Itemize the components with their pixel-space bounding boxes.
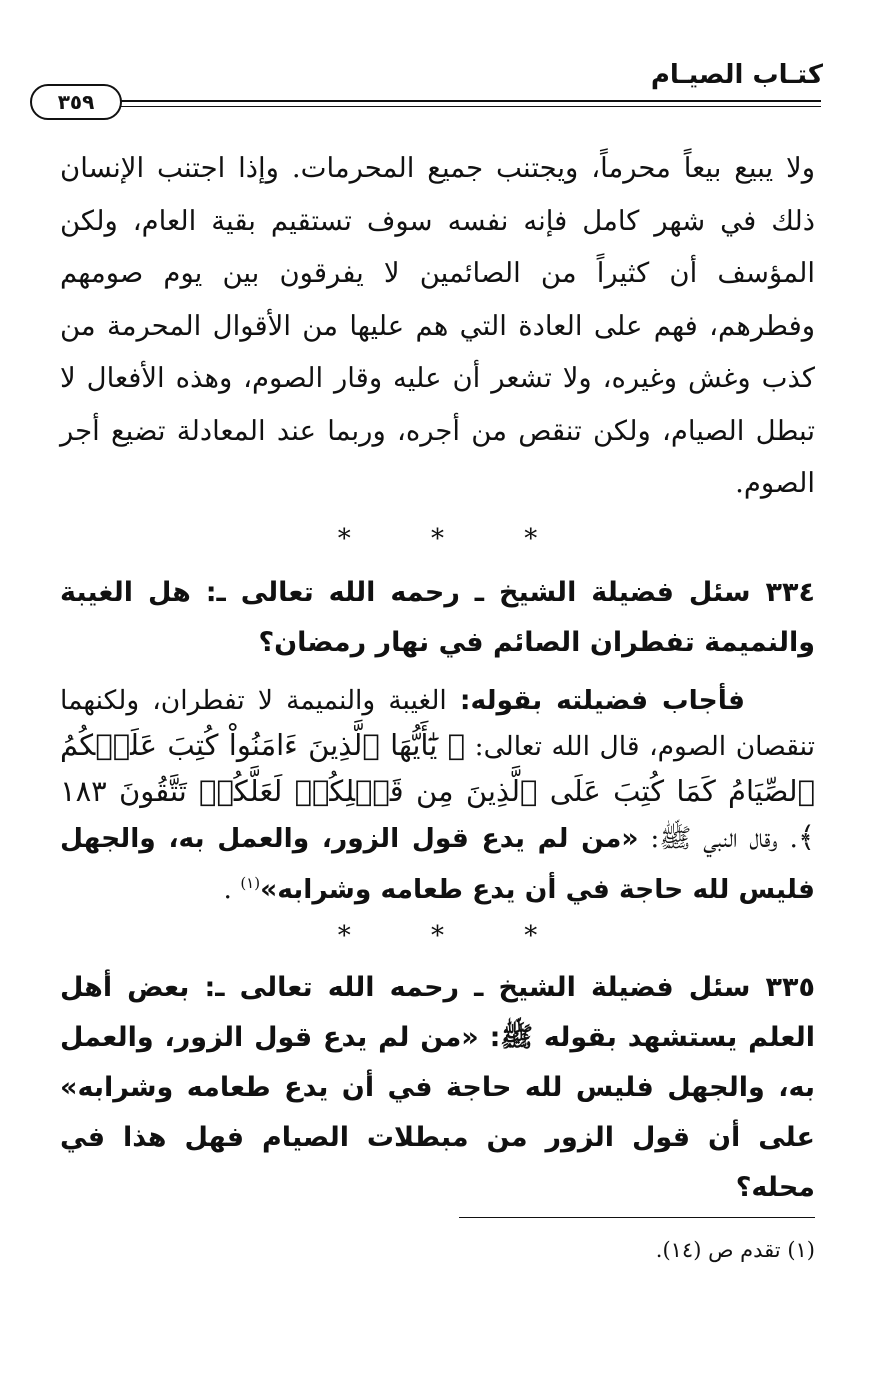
answer-end: .	[223, 873, 232, 905]
question-335: ٣٣٥ سئل فضيلة الشيخ ـ رحمه الله تعالى ـ: بعض أهل العلم يستشهد بقوله ﷺ: «من لم يدع قول الزور، والعمل به، والجهل فليس لله حاجة في أن يدع طعامه وشرابه» على أن قول الزور من مبطلات الصيام فهل هذا في محله؟	[60, 972, 815, 1204]
header-rule	[118, 100, 821, 107]
footnote-rule	[459, 1217, 815, 1218]
section-separator: * * *	[337, 523, 574, 554]
page-content	[60, 142, 815, 1213]
quran-verse: ﴿ يَٰٓأَيُّهَا ٱلَّذِينَ ءَامَنُواْ كُتِبَ عَلَيۡكُمُ ٱلصِّيَامُ كَمَا كُتِبَ عَلَى ٱلَّذِينَ مِن قَبۡلِكُمۡ لَعَلَّكُمۡ تَتَّقُونَ ١٨٣ ﴾	[60, 727, 815, 854]
page-number: ٣٥٩	[30, 84, 122, 120]
answer-text-2: . وقال النبي ﷺ:	[650, 822, 798, 854]
section-separator: * * *	[337, 921, 574, 952]
running-header	[0, 0, 873, 130]
book-title: كتـاب الصيـام	[650, 60, 823, 90]
answer-text: الغيبة والنميمة لا تفطران، ولكنهما تنقصان الصوم، قال الله تعالى:	[60, 684, 815, 762]
hadith-quote: «من لم يدع قول الزور، والعمل به، والجهل فليس لله حاجة في أن يدع طعامه وشرابه»	[60, 822, 815, 905]
question-334: ٣٣٤ سئل فضيلة الشيخ ـ رحمه الله تعالى ـ: هل الغيبة والنميمة تفطران الصائم في نهار رمضان؟	[60, 576, 815, 658]
paragraph-continuation: ولا يبيع بيعاً محرماً، ويجتنب جميع المحرمات. وإذا اجتنب الإنسان ذلك في شهر كامل فإنه نفسه سوف تستقيم بقية العام، ولكن المؤسف أن كثيراً من الصائمين لا يفرقون بين يوم صومهم وفطرهم، فهم على العادة التي هم عليها من الأقوال المحرمة من كذب وغش وغيره، ولا تشعر أن عليه وقار الصوم، وهذه الأفعال لا تبطل الصيام، ولكن تنقص من أجره، وربما عند المعادلة تضيع أجر الصوم.	[60, 152, 815, 499]
answer-334	[60, 678, 815, 912]
footnote-marker: (١)	[240, 873, 261, 892]
answer-lead: فأجاب فضيلته بقوله:	[459, 684, 745, 716]
footnote: (١) تقدم ص (١٤).	[655, 1238, 815, 1262]
